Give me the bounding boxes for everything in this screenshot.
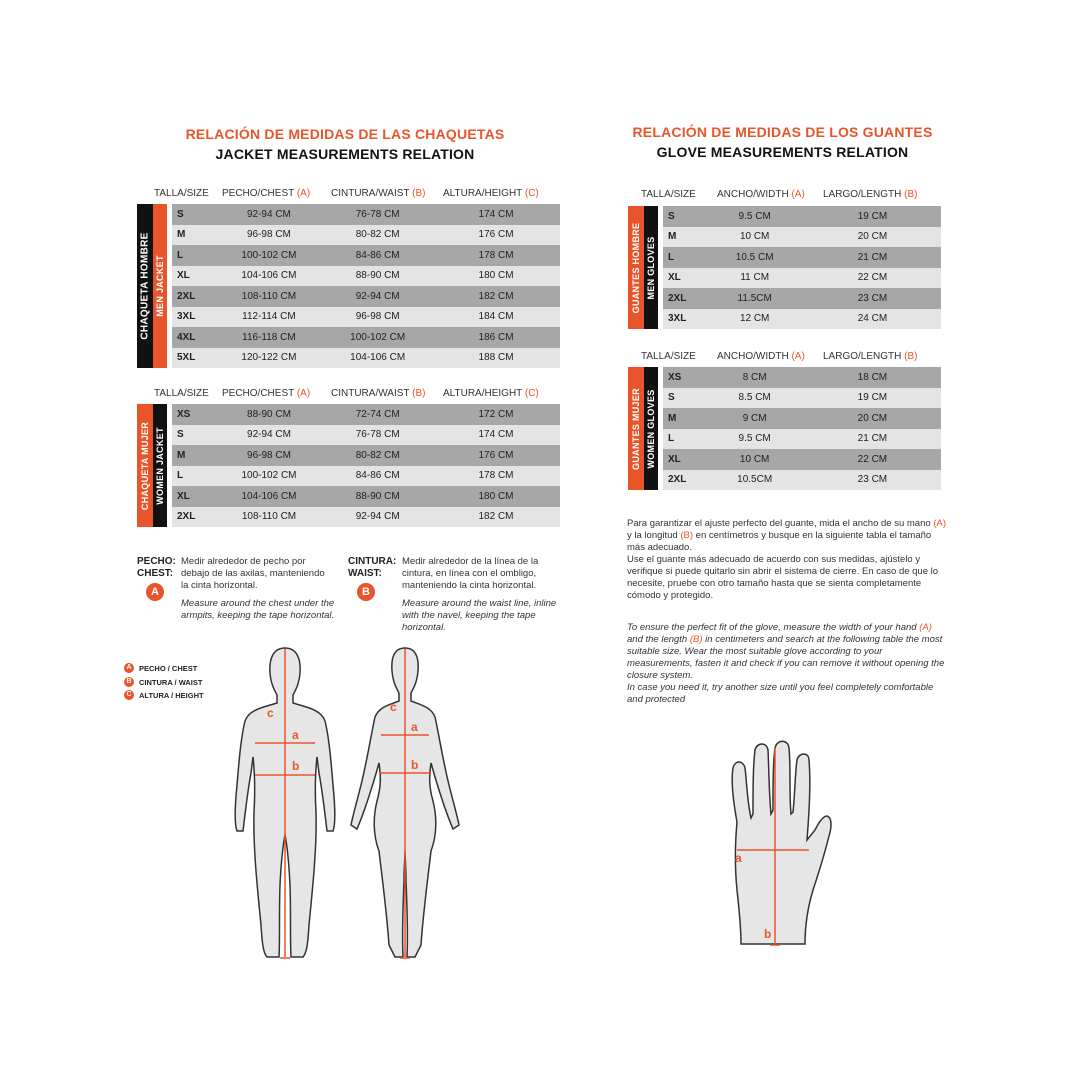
waist-badge-icon: B <box>357 583 375 601</box>
cell-length: 19 CM <box>804 388 941 409</box>
header-width-label: ANCHO/WIDTH <box>717 351 789 362</box>
header-height <box>443 388 539 399</box>
legend-a-label: PECHO / CHEST <box>139 663 198 673</box>
waist-note-en: Measure around the waist line, inline with the navel, keeping the tape horizontal. <box>402 598 557 633</box>
table-row <box>663 268 941 289</box>
cell-waist: 92-94 CM <box>323 286 432 307</box>
cell-height: 186 CM <box>432 327 560 348</box>
cell-length: 22 CM <box>804 449 941 470</box>
cell-width: 10 CM <box>705 227 803 248</box>
cell-waist: 92-94 CM <box>323 507 432 528</box>
cell-waist: 76-78 CM <box>323 204 432 225</box>
cell-waist: 84-86 CM <box>323 245 432 266</box>
cell-chest: 92-94 CM <box>215 425 324 446</box>
header-length-label: LARGO/LENGTH <box>823 189 902 200</box>
header-length <box>823 351 917 362</box>
glove-es-1e: en centímetros y busque en la siguiente tabla el tamaño más adecuado. <box>627 530 932 553</box>
table-row <box>172 486 560 507</box>
cell-chest: 104-106 CM <box>215 266 324 287</box>
cell-width: 10 CM <box>705 449 803 470</box>
glove-es-1d: (B) <box>680 530 694 541</box>
jacket-men-label-en: MEN JACKET <box>155 255 165 317</box>
cell-size: 4XL <box>172 327 215 348</box>
table-row <box>663 367 941 388</box>
cell-size: M <box>172 445 215 466</box>
table-row <box>663 309 941 330</box>
glove-en-1b: (A) <box>919 622 932 633</box>
glove-instructions-en <box>627 622 949 706</box>
cell-chest: 104-106 CM <box>215 486 324 507</box>
cell-height: 182 CM <box>432 507 560 528</box>
table-row <box>172 266 560 287</box>
cell-height: 172 CM <box>432 404 560 425</box>
jacket-title-es: RELACIÓN DE MEDIDAS DE LAS CHAQUETAS <box>185 126 505 142</box>
table-row <box>172 245 560 266</box>
cell-size: L <box>663 429 705 450</box>
cell-width: 9.5 CM <box>705 429 803 450</box>
cell-length: 24 CM <box>804 309 941 330</box>
legend-c-label: ALTURA / HEIGHT <box>139 690 204 700</box>
cell-chest: 100-102 CM <box>215 245 324 266</box>
table-row <box>172 225 560 246</box>
jacket-women-sidebar <box>137 404 167 527</box>
cell-size: 3XL <box>172 307 215 328</box>
header-length <box>823 189 917 200</box>
cell-size: 3XL <box>663 309 705 330</box>
chest-note-en: Measure around the chest under the armpits, keeping the tape horizontal. <box>181 598 335 621</box>
header-size: TALLA/SIZE <box>641 189 696 200</box>
cell-chest: 92-94 CM <box>215 204 324 225</box>
header-chest-letter: (A) <box>296 188 311 199</box>
header-height <box>443 188 539 199</box>
cell-length: 19 CM <box>804 206 941 227</box>
cell-height: 180 CM <box>432 486 560 507</box>
jacket-men-label-es: CHAQUETA HOMBRE <box>139 232 151 340</box>
cell-width: 10.5 CM <box>705 247 803 268</box>
cell-size: S <box>172 204 215 225</box>
male-letter-c: c <box>267 706 274 720</box>
male-letter-b: b <box>292 759 300 773</box>
female-body-figure <box>345 645 465 965</box>
waist-note-label: CINTURA: <box>348 556 397 567</box>
header-size: TALLA/SIZE <box>641 351 696 362</box>
cell-height: 184 CM <box>432 307 560 328</box>
header-waist-label: CINTURA/WAIST <box>331 188 410 199</box>
cell-size: XL <box>663 449 705 470</box>
table-row <box>663 288 941 309</box>
cell-length: 23 CM <box>804 470 941 491</box>
table-row <box>663 408 941 429</box>
glove-es-1a: Para garantizar el ajuste perfecto del guante, mida el ancho de su mano <box>627 518 934 529</box>
cell-chest: 120-122 CM <box>215 348 324 369</box>
cell-chest: 108-110 CM <box>215 286 324 307</box>
glove-women-table <box>663 367 941 490</box>
header-waist <box>331 388 425 399</box>
header-chest <box>222 388 310 399</box>
chest-note-label-en: CHEST: <box>137 568 174 579</box>
cell-size: S <box>172 425 215 446</box>
jacket-women-label-en: WOMEN JACKET <box>155 426 165 505</box>
hand-figure <box>715 740 840 950</box>
cell-height: 174 CM <box>432 204 560 225</box>
glove-title-es: RELACIÓN DE MEDIDAS DE LOS GUANTES <box>632 124 933 140</box>
cell-chest: 100-102 CM <box>215 466 324 487</box>
header-height-letter: (C) <box>524 188 539 199</box>
cell-height: 188 CM <box>432 348 560 369</box>
header-chest-label: PECHO/CHEST <box>222 388 295 399</box>
glove-es-2: Use el guante más adecuado de acuerdo con sus medidas, ajústelo y verifique si puede quitarlo sin abrir el sistema de cierre. En caso de que lo necesite, pruebe con otro tamaño hasta que se sienta completamente cómodo y protegido. <box>627 554 939 601</box>
cell-width: 9 CM <box>705 408 803 429</box>
header-height-label: ALTURA/HEIGHT <box>443 188 523 199</box>
table-row <box>172 507 560 528</box>
cell-size: S <box>663 388 705 409</box>
table-row <box>663 227 941 248</box>
table-row <box>172 445 560 466</box>
cell-height: 176 CM <box>432 445 560 466</box>
cell-size: M <box>663 408 705 429</box>
header-length-letter: (B) <box>904 351 918 362</box>
cell-length: 18 CM <box>804 367 941 388</box>
cell-size: S <box>663 206 705 227</box>
chest-note-label: PECHO: <box>137 556 176 567</box>
cell-waist: 80-82 CM <box>323 445 432 466</box>
table-row <box>663 388 941 409</box>
cell-size: L <box>663 247 705 268</box>
cell-waist: 96-98 CM <box>323 307 432 328</box>
male-letter-a: a <box>292 728 299 742</box>
cell-height: 182 CM <box>432 286 560 307</box>
table-row <box>663 429 941 450</box>
header-width <box>717 351 805 362</box>
cell-size: 5XL <box>172 348 215 369</box>
table-row <box>172 348 560 369</box>
cell-height: 176 CM <box>432 225 560 246</box>
jacket-women-table <box>172 404 560 527</box>
table-row <box>172 404 560 425</box>
cell-size: L <box>172 245 215 266</box>
table-row <box>172 327 560 348</box>
female-letter-a: a <box>411 720 418 734</box>
glove-es-1c: y la longitud <box>627 530 681 541</box>
cell-length: 20 CM <box>804 227 941 248</box>
cell-size: XS <box>663 367 705 388</box>
cell-width: 10.5CM <box>705 470 803 491</box>
cell-height: 178 CM <box>432 466 560 487</box>
glove-men-label-en: MEN GLOVES <box>646 235 656 300</box>
header-width <box>717 189 805 200</box>
cell-size: 2XL <box>663 288 705 309</box>
cell-chest: 116-118 CM <box>215 327 324 348</box>
cell-waist: 88-90 CM <box>323 266 432 287</box>
header-height-label: ALTURA/HEIGHT <box>443 388 523 399</box>
cell-height: 174 CM <box>432 425 560 446</box>
glove-es-1b: (A) <box>933 518 946 529</box>
cell-length: 23 CM <box>804 288 941 309</box>
glove-en-1c: and the length <box>627 634 690 645</box>
cell-waist: 100-102 CM <box>323 327 432 348</box>
cell-chest: 88-90 CM <box>215 404 324 425</box>
jacket-men-table <box>172 204 560 368</box>
waist-note-es: Medir alrededor de la línea de la cintura, en línea con el ombligo, manteniendo la cinta horizontal. <box>402 556 539 591</box>
cell-length: 21 CM <box>804 247 941 268</box>
header-waist-letter: (B) <box>412 388 426 399</box>
glove-title-en: GLOVE MEASUREMENTS RELATION <box>656 144 909 160</box>
header-waist-label: CINTURA/WAIST <box>331 388 410 399</box>
cell-chest: 96-98 CM <box>215 225 324 246</box>
cell-size: 2XL <box>172 507 215 528</box>
cell-length: 22 CM <box>804 268 941 289</box>
header-width-label: ANCHO/WIDTH <box>717 189 789 200</box>
table-row <box>172 286 560 307</box>
glove-instructions-es <box>627 518 949 602</box>
header-size: TALLA/SIZE <box>154 388 209 399</box>
cell-width: 12 CM <box>705 309 803 330</box>
cell-size: 2XL <box>172 286 215 307</box>
glove-en-1a: To ensure the perfect fit of the glove, measure the width of your hand <box>627 622 920 633</box>
glove-women-label-en: WOMEN GLOVES <box>646 388 656 469</box>
header-width-letter: (A) <box>791 189 805 200</box>
glove-men-table <box>663 206 941 329</box>
cell-width: 8.5 CM <box>705 388 803 409</box>
cell-chest: 96-98 CM <box>215 445 324 466</box>
header-chest <box>222 188 310 199</box>
table-row <box>663 206 941 227</box>
cell-waist: 104-106 CM <box>323 348 432 369</box>
chest-note-es: Medir alrededor de pecho por debajo de las axilas, manteniendo la cinta horizontal. <box>181 556 325 591</box>
legend-b-label: CINTURA / WAIST <box>139 677 203 687</box>
header-waist-letter: (B) <box>412 188 426 199</box>
legend-b-icon: B <box>124 677 134 687</box>
header-length-label: LARGO/LENGTH <box>823 351 902 362</box>
cell-size: XS <box>172 404 215 425</box>
hand-letter-a: a <box>735 851 742 865</box>
jacket-title-en: JACKET MEASUREMENTS RELATION <box>215 146 475 162</box>
hand-letter-b: b <box>764 927 772 941</box>
table-row <box>663 449 941 470</box>
glove-en-2: In case you need it, try another size until you feel completely comfortable and protected <box>627 682 934 705</box>
header-chest-label: PECHO/CHEST <box>222 188 295 199</box>
jacket-men-sidebar <box>137 204 167 368</box>
glove-women-sidebar <box>628 367 658 490</box>
cell-size: 2XL <box>663 470 705 491</box>
header-width-letter: (A) <box>791 351 805 362</box>
header-length-letter: (B) <box>904 189 918 200</box>
cell-size: M <box>172 225 215 246</box>
female-letter-b: b <box>411 758 419 772</box>
chest-badge-icon: A <box>146 583 164 601</box>
female-letter-c: c <box>390 700 397 714</box>
cell-waist: 88-90 CM <box>323 486 432 507</box>
cell-waist: 72-74 CM <box>323 404 432 425</box>
cell-size: M <box>663 227 705 248</box>
cell-width: 8 CM <box>705 367 803 388</box>
glove-en-1d: (B) <box>689 634 703 645</box>
table-row <box>663 247 941 268</box>
header-chest-letter: (A) <box>296 388 311 399</box>
cell-size: L <box>172 466 215 487</box>
legend-a-icon: A <box>124 663 134 673</box>
header-waist <box>331 188 425 199</box>
glove-men-sidebar <box>628 206 658 329</box>
cell-width: 11.5CM <box>705 288 803 309</box>
jacket-women-label-es: CHAQUETA MUJER <box>140 421 150 510</box>
male-body-figure <box>225 645 345 965</box>
waist-note-label-en: WAIST: <box>348 568 382 579</box>
cell-chest: 112-114 CM <box>215 307 324 328</box>
cell-length: 21 CM <box>804 429 941 450</box>
header-height-letter: (C) <box>524 388 539 399</box>
cell-waist: 80-82 CM <box>323 225 432 246</box>
glove-women-label-es: GUANTES MUJER <box>631 387 641 470</box>
cell-waist: 76-78 CM <box>323 425 432 446</box>
cell-width: 11 CM <box>705 268 803 289</box>
cell-height: 180 CM <box>432 266 560 287</box>
cell-size: XL <box>663 268 705 289</box>
cell-width: 9.5 CM <box>705 206 803 227</box>
glove-en-1e: in centimeters and search at the following table the most suitable size. Wear the most suitable glove according to your measurements, fasten it and check if you can remove it without opening the closure system. <box>627 634 945 681</box>
table-row <box>663 470 941 491</box>
table-row <box>172 425 560 446</box>
table-row <box>172 204 560 225</box>
cell-size: XL <box>172 266 215 287</box>
legend-c-icon: C <box>124 690 134 700</box>
cell-chest: 108-110 CM <box>215 507 324 528</box>
header-size: TALLA/SIZE <box>154 188 209 199</box>
table-row <box>172 307 560 328</box>
glove-men-label-es: GUANTES HOMBRE <box>631 222 641 313</box>
cell-length: 20 CM <box>804 408 941 429</box>
cell-size: XL <box>172 486 215 507</box>
cell-height: 178 CM <box>432 245 560 266</box>
cell-waist: 84-86 CM <box>323 466 432 487</box>
table-row <box>172 466 560 487</box>
